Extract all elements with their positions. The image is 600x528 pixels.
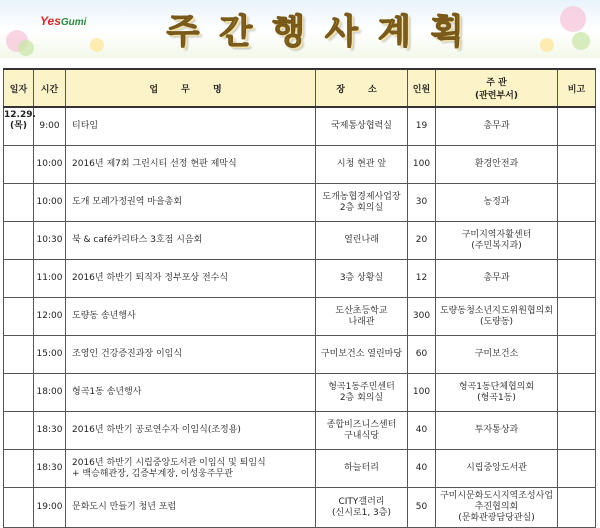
column-header-dept <box>436 69 558 107</box>
cell-task: 형곡1동 송년행사 <box>66 374 316 412</box>
cell-place: 시청 현관 앞 <box>316 146 408 184</box>
cell-note <box>558 184 596 222</box>
cell-time: 18:30 <box>34 412 66 450</box>
cell-time: 19:00 <box>34 488 66 528</box>
column-header-note: 비고 <box>558 69 596 107</box>
cell-place: 구미보건소 열린마당 <box>316 336 408 374</box>
cell-note <box>558 450 596 488</box>
header-banner <box>0 0 600 58</box>
table-row <box>4 146 596 184</box>
cell-place: 도개농협경제사업장 2층 회의실 <box>316 184 408 222</box>
cell-people: 50 <box>408 488 436 528</box>
cell-task: 2016년 하반기 시립중앙도서관 이임식 및 퇴임식 + 백승해관장, 김증부계장, 이성웅주무관 <box>66 450 316 488</box>
cell-note <box>558 374 596 412</box>
cell-dept: 구미시문화도시지역조성사업 추진협의회 (문화관광담당관실) <box>436 488 558 528</box>
cell-place: CITY갤러리 (신시로1, 3층) <box>316 488 408 528</box>
cell-date <box>4 488 34 528</box>
cell-task: 문화도시 만들기 청년 포럼 <box>66 488 316 528</box>
cell-time: 10:30 <box>34 222 66 260</box>
cell-task: 2016년 제7회 그린시티 선정 현판 제막식 <box>66 146 316 184</box>
table-row <box>4 374 596 412</box>
cell-people: 40 <box>408 450 436 488</box>
column-header-dept-sub: (관련부서) <box>474 91 518 101</box>
cell-task: 2016년 하반기 퇴직자 정부포상 전수식 <box>66 260 316 298</box>
cell-date <box>4 184 34 222</box>
cell-note <box>558 298 596 336</box>
column-header-dept-main: 주 관 <box>486 78 507 88</box>
table-row <box>4 222 596 260</box>
cell-task: 도량동 송년행사 <box>66 298 316 336</box>
cell-task: 북 & café카리타스 3호점 시음회 <box>66 222 316 260</box>
decorative-flower <box>90 38 104 52</box>
cell-date <box>4 298 34 336</box>
cell-note <box>558 222 596 260</box>
decorative-flower <box>572 32 590 50</box>
cell-place: 하늘터리 <box>316 450 408 488</box>
cell-note <box>558 336 596 374</box>
cell-note <box>558 412 596 450</box>
table-row <box>4 184 596 222</box>
cell-dept: 환경안전과 <box>436 146 558 184</box>
table-row <box>4 260 596 298</box>
cell-place: 종합비즈니스센터 구내식당 <box>316 412 408 450</box>
cell-people: 100 <box>408 146 436 184</box>
cell-task: 티타임 <box>66 107 316 146</box>
cell-place: 도산초등학교 나래관 <box>316 298 408 336</box>
decorative-flower <box>18 40 34 56</box>
cell-dept: 구미지역자활센터 (주민복지과) <box>436 222 558 260</box>
cell-note <box>558 260 596 298</box>
cell-time: 9:00 <box>34 107 66 146</box>
cell-dept: 도량동청소년지도위원협의회 (도량동) <box>436 298 558 336</box>
yesgumi-logo: YesGumi <box>40 14 87 28</box>
cell-people: 300 <box>408 298 436 336</box>
cell-people: 60 <box>408 336 436 374</box>
cell-task: 2016년 하반기 공로연수자 이임식(조정용) <box>66 412 316 450</box>
cell-dept: 형곡1동단체협의회 (형곡1동) <box>436 374 558 412</box>
cell-place: 3층 상황실 <box>316 260 408 298</box>
cell-dept: 총무과 <box>436 107 558 146</box>
cell-date <box>4 146 34 184</box>
cell-dept: 농정과 <box>436 184 558 222</box>
cell-dept: 구미보건소 <box>436 336 558 374</box>
cell-place: 국제통상협력실 <box>316 107 408 146</box>
cell-time: 10:00 <box>34 184 66 222</box>
cell-people: 40 <box>408 412 436 450</box>
cell-dept: 투자통상과 <box>436 412 558 450</box>
cell-dept: 총무과 <box>436 260 558 298</box>
table-row <box>4 298 596 336</box>
table-row <box>4 450 596 488</box>
cell-task: 도개 모례가정권역 마을총회 <box>66 184 316 222</box>
cell-date: 12.29. (목) <box>4 107 34 146</box>
cell-time: 18:00 <box>34 374 66 412</box>
cell-people: 100 <box>408 374 436 412</box>
cell-time: 12:00 <box>34 298 66 336</box>
cell-date <box>4 374 34 412</box>
cell-place: 형곡1동주민센터 2층 회의실 <box>316 374 408 412</box>
column-header-date: 일자 <box>4 69 34 107</box>
cell-note <box>558 107 596 146</box>
cell-date <box>4 412 34 450</box>
cell-people: 30 <box>408 184 436 222</box>
table-row <box>4 488 596 528</box>
weekly-schedule-table <box>3 68 596 528</box>
column-header-people: 인원 <box>408 69 436 107</box>
decorative-flower <box>560 6 586 32</box>
cell-place: 열린나래 <box>316 222 408 260</box>
table-row <box>4 336 596 374</box>
cell-date <box>4 222 34 260</box>
cell-people: 12 <box>408 260 436 298</box>
table-row <box>4 412 596 450</box>
table-row <box>4 107 596 146</box>
cell-date <box>4 260 34 298</box>
table-header-row <box>4 69 596 107</box>
cell-people: 20 <box>408 222 436 260</box>
column-header-time: 시간 <box>34 69 66 107</box>
cell-note <box>558 488 596 528</box>
cell-task: 조영인 건강증진과장 이임식 <box>66 336 316 374</box>
cell-people: 19 <box>408 107 436 146</box>
cell-time: 10:00 <box>34 146 66 184</box>
page-title: 주간행사계획 <box>166 12 484 52</box>
cell-date <box>4 450 34 488</box>
cell-time: 11:00 <box>34 260 66 298</box>
cell-note <box>558 146 596 184</box>
cell-dept: 시립중앙도서관 <box>436 450 558 488</box>
column-header-place: 장 소 <box>316 69 408 107</box>
cell-date <box>4 336 34 374</box>
cell-time: 18:30 <box>34 450 66 488</box>
cell-time: 15:00 <box>34 336 66 374</box>
column-header-task: 업 무 명 <box>66 69 316 107</box>
